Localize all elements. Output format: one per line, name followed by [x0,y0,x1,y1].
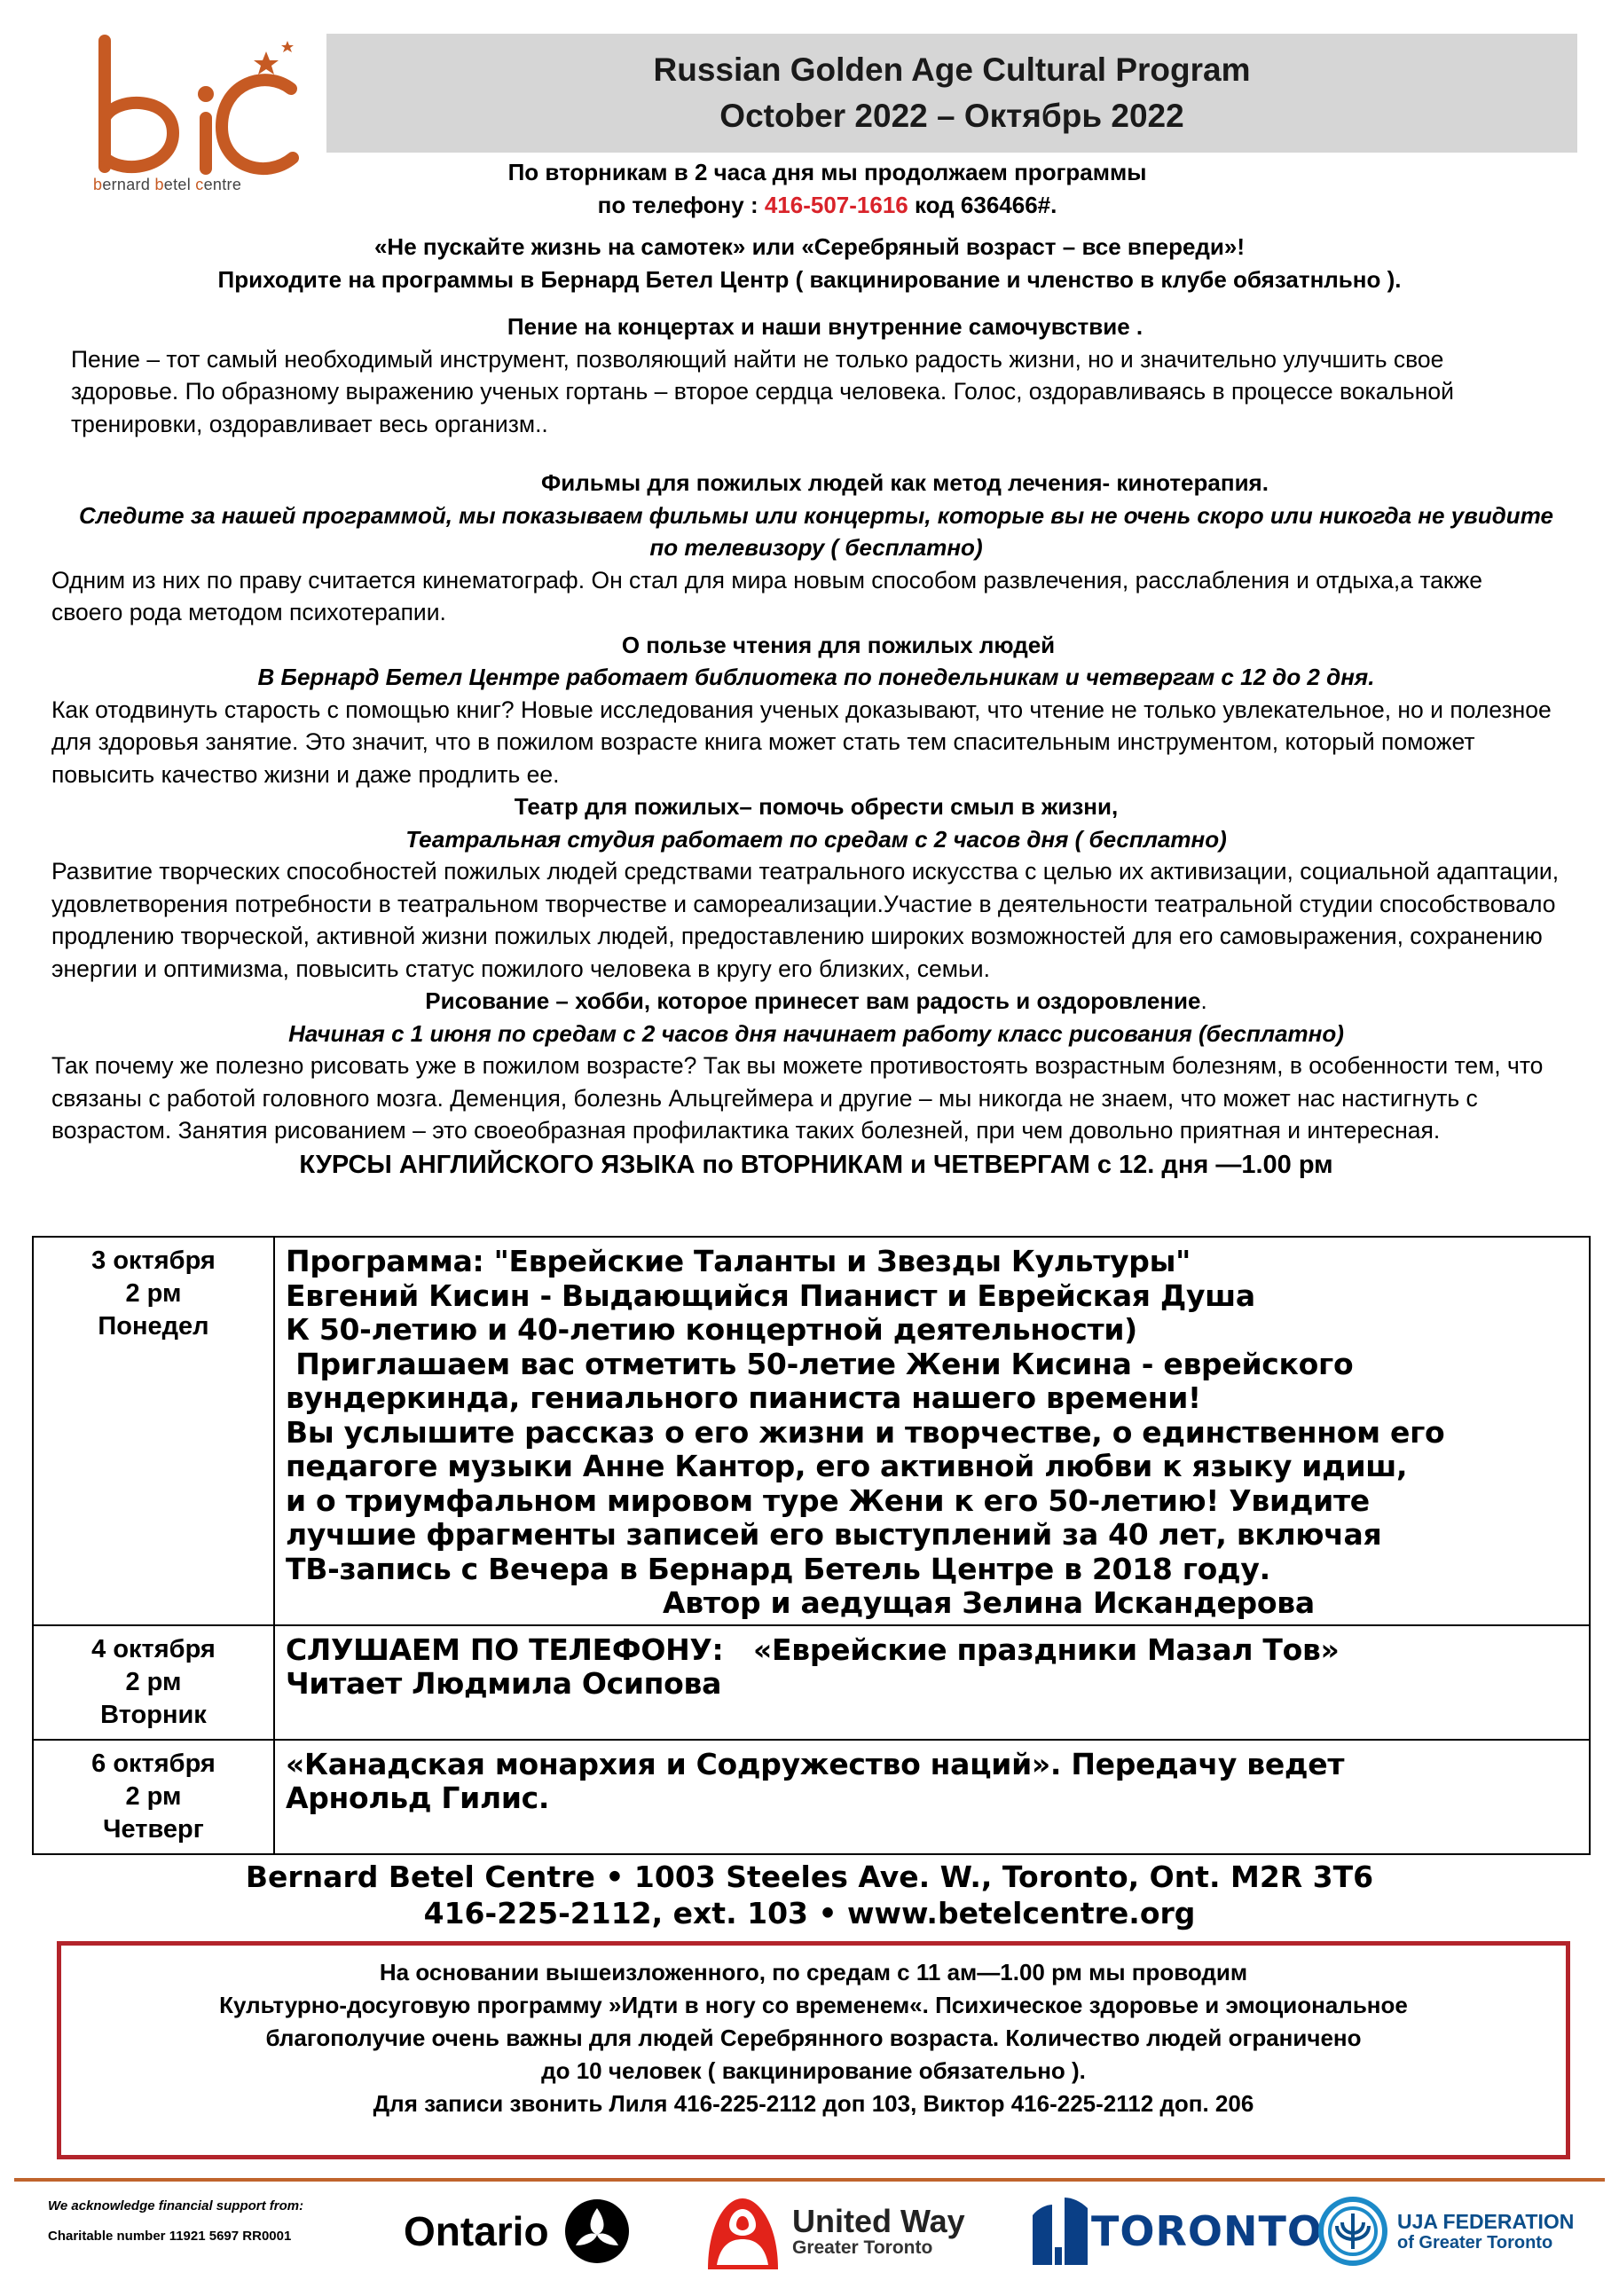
notice-registration: Для записи звонить Лиля 416-225-2112 доп 103, Виктор 416-225-2112 доп. 206 [373,2090,1254,2117]
films-subtitle: Следите за нашей программой, мы показываем фильмы или концерты, которые вы не очень скоро или никогда не увидите по телевизору ( бесплатно) [79,501,1553,561]
acknowledgement-text: We acknowledge financial support from: [48,2198,304,2213]
schedule-description-cell [274,1625,1590,1740]
united-way-wordmark: United Way [792,2203,965,2239]
schedule-date-cell [33,1625,274,1740]
event-line: К 50-летию и 40-летию концертной деятельности) [286,1312,1137,1347]
intro-block [35,156,1584,296]
address-line: Bernard Betel Centre • 1003 Steeles Ave. W., Toronto, Ont. M2R 3T6 [245,1860,1374,1894]
uja-wordmark: UJA FEDERATION [1397,2209,1575,2233]
event-line: Программа: "Еврейские Таланты и Звезды Культуры" [286,1244,1191,1278]
event-line: и о триумфальном мировом туре Жени к его 50-летию! Увидите [286,1482,1370,1518]
phone-number: 416-507-1616 [764,192,908,218]
event-line: Приглашаем вас отметить 50-летие Жени Кисина - еврейского [286,1346,1354,1381]
event-date: 4 октября [91,1634,216,1663]
trillium-icon [562,2196,633,2267]
invitation: Приходите на программы в Бернард Бетел Центр ( вакцинирование и членство в клубе обязатнльно ). [217,266,1402,293]
drawing-subtitle: Начиная с 1 июня по средам с 2 часов дня начинает работу класс рисования (бесплатно) [288,1019,1344,1047]
contact-line: 416-225-2112, ext. 103 • www.betelcentre.org [423,1896,1196,1930]
united-way-sponsor-logo [701,2187,965,2276]
event-line: педагоге музыки Анне Кантор, его активной любви к языку идиш, [286,1449,1408,1483]
centre-address [0,1859,1619,1931]
schedule-description-cell [274,1237,1590,1625]
united-way-subtitle: Greater Toronto [792,2237,933,2258]
phone-program-line: По вторникам в 2 часа дня мы продолжаем программы [507,159,1147,185]
uja-subtitle: of Greater Toronto [1397,2232,1553,2253]
event-line: Вы услышите рассказ о его жизни и творчестве, о единственном его [286,1414,1445,1450]
phone-number-line: по телефону : 416-507-1616 код 636466#. [597,192,1057,218]
event-day: Вторник [100,1700,207,1729]
toronto-wordmark: TORONTO [1091,2207,1323,2255]
logo-caption: bernard betel centre [93,176,242,193]
event-time: 2 рм [125,1781,182,1811]
english-courses: КУРСЫ АНГЛИЙСКОГО ЯЗЫКА по ВТОРНИКАМ и ЧЕТВЕРГАМ с 12. дня —1.00 рм [299,1150,1333,1179]
reading-text: Как отодвинуть старость с помощью книг? Новые исследования ученых доказывают, что чтение не только увлекательное, но и полезное для здоровья занятие. Это значит, что в пожилом возрасте книга может стать тем спасительным инструментом, который поможет повысить качество жизни и даже продлить ее. [51,696,1552,788]
schedule-date-cell [33,1237,274,1625]
uja-emblem-icon [1317,2196,1388,2267]
event-author: Автор и аедущая Зелина Искандерова [663,1585,1315,1620]
event-line: Евгений Кисин - Выдающийся Пианист и Еврейская Душа [286,1278,1255,1313]
event-line: Читает Людмила Осипова [286,1666,722,1701]
notice-line: благополучие очень важны для людей Серебрянного возраста. Количество людей ограничено [265,2025,1362,2051]
event-time: 2 рм [125,1667,182,1696]
united-way-icon [701,2190,785,2274]
event-time: 2 рм [125,1279,182,1308]
singing-title: Пение на концертах и наши внутренние самочувствие . [507,313,1144,340]
event-line: лучшие фрагменты записей его выступлений за 40 лет, включая [286,1517,1382,1552]
event-day: Понедел [98,1312,209,1341]
slogan: «Не пускайте жизнь на самотек» или «Серебряный возраст – все впереди»! [373,233,1246,260]
program-notice-box [57,1941,1570,2159]
schedule-row [33,1625,1590,1740]
toronto-sponsor-logo [1029,2191,1323,2271]
event-line: СЛУШАЕМ ПО ТЕЛЕФОНУ: «Еврейские праздники Мазал Тов» [286,1632,1340,1667]
program-month: October 2022 – Октябрь 2022 [719,98,1184,134]
schedule-table [32,1236,1591,1855]
event-line: Арнольд Гилис. [286,1781,550,1815]
event-date: 6 октября [91,1749,216,1778]
singing-text: Пение – тот самый необходимый инструмент, позволяющий найти не только радость жизни, но и значительно улучшить свое здоровье. По образному выражению ученых гортань – второе сердца человека. Голос, оздоравливаясь в процессе вокальной тренировки, оздоравливает весь организм.. [71,345,1454,437]
drawing-text: Так почему же полезно рисовать уже в пожилом возрасте? Так вы можете противостоять возрастным болезням, в особенности тем, что связаны с работой головного мозга. Деменция, болезнь Альцгеймера и другие – мы никогда не знаем, что может нас настигнуть с возрастом. Занятия рисованием – это своеобразная профилактика таких болезней, при чем довольно приятная и интересная. [51,1052,1544,1144]
program-title-box [326,34,1577,153]
theatre-text: Развитие творческих способностей пожилых людей средствами театрального искусства с целью их активизации, социальной адаптации, удовлетворения потребности в театральном творчестве и самореализации.Участие в деятельности театральной студии способствовало продлению творческой, активной жизни пожилых людей, предоставлению широких возможностей для его самовыражения, сохранению энергии и оптимизма, повысить статус пожилого человека в кругу его близких, семьи. [51,858,1560,982]
ontario-wordmark: Ontario [404,2208,549,2254]
reading-subtitle: В Бернард Бетел Центре работает библиотека по понедельникам и четвергам с 12 до 2 дня. [257,664,1375,690]
notice-line: На основании вышеизложенного, по средам с 11 ам—1.00 рм мы проводим [379,1959,1248,1985]
main-content [53,311,1579,1183]
toronto-city-hall-icon [1029,2196,1091,2267]
event-line: ТВ-запись с Вечера в Бернард Бетель Центре в 2018 году. [286,1551,1270,1586]
footer-divider [14,2178,1605,2182]
event-line: «Канадская монархия и Содружество наций». Передачу ведет [286,1746,1345,1781]
schedule-description-cell [274,1740,1590,1854]
drawing-title-row: Рисование – хобби, которое принесет вам радость и оздоровление. [425,987,1207,1014]
schedule-row [33,1740,1590,1854]
event-line: вундеркинда, гениального пианиста нашего времени! [286,1380,1201,1415]
films-text: Одним из них по праву считается кинематограф. Он стал для мира новым способом развлечения, расслабления и отдыха,а также своего рода методом психотерапии. [51,566,1482,625]
notice-line: до 10 человек ( вакцинирование обязательно ). [541,2057,1086,2084]
drawing-title: Рисование – хобби, которое принесет вам радость и оздоровление [425,987,1201,1014]
program-title: Russian Golden Age Cultural Program [653,51,1251,88]
films-title: Фильмы для пожилых людей как метод лечения- кинотерапия. [541,469,1269,496]
event-day: Четверг [103,1814,204,1844]
theatre-subtitle: Театральная студия работает по средам с 2 часов дня ( бесплатно) [405,825,1227,853]
notice-line: Культурно-досуговую программу »Идти в ногу со временем«. Психическое здоровье и эмоциональное [219,1992,1408,2018]
schedule-date-cell [33,1740,274,1854]
reading-title: О пользе чтения для пожилых людей [621,631,1056,658]
event-date: 3 октября [91,1246,216,1275]
schedule-row [33,1237,1590,1625]
charitable-number: Charitable number 11921 5697 RR0001 [48,2229,292,2244]
uja-sponsor-logo [1317,2191,1574,2271]
ontario-sponsor-logo [404,2191,633,2271]
theatre-title: Театр для пожилых– помочь обрести смыл в жизни, [514,793,1119,820]
